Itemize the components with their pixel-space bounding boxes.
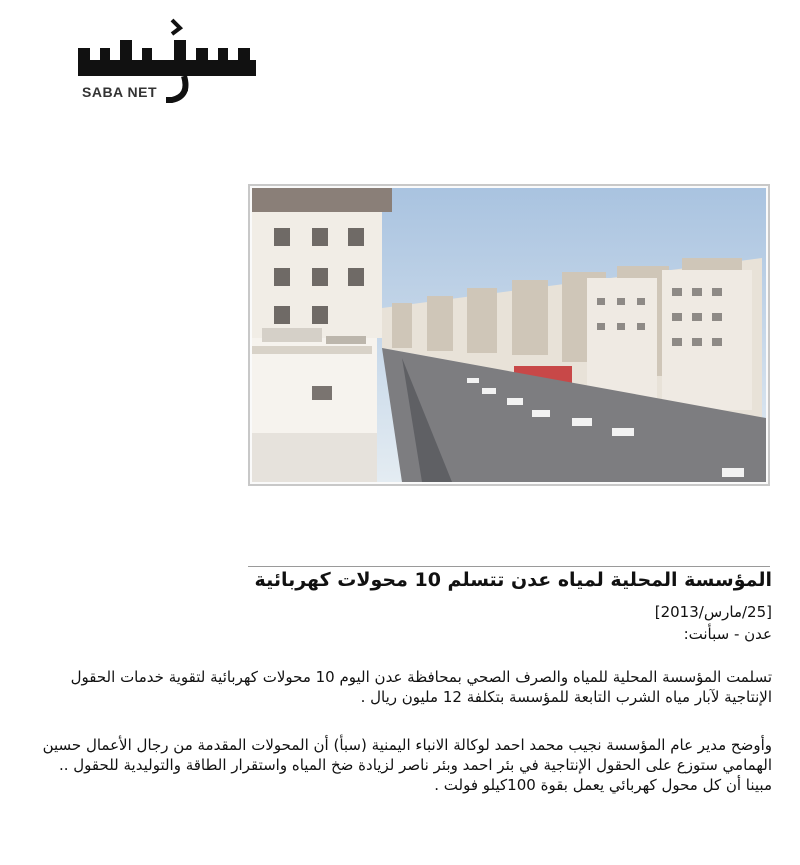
article-paragraph-2: وأوضح مدير عام المؤسسة نجيب محمد احمد لوكالة الانباء اليمنية (سبأ) أن المحولات المقدمة من رجال الأعمال حسين الهمامي ستوزع على الحقول الإنتاجية في بئر احمد وبئر ناصر لزيادة ضخ المياه واستقرار الطاقة والتوليدية للحقول .. مبينا أن كل محول كهربائي يعمل بقوة 100كيلو فولت . (42, 736, 772, 794)
article-headline: المؤسسة المحلية لمياه عدن تتسلم 10 محولات كهربائية (254, 569, 772, 591)
article-date: [25/مارس/2013] (654, 603, 772, 621)
article-paragraph-1: تسلمت المؤسسة المحلية للمياه والصرف الصحي بمحافظة عدن اليوم 10 محولات كهربائية لتقوية خدمات الحقول الإنتاجية لآبار مياه الشرب التابعة للمؤسسة بتكلفة 12 مليون ريال . (70, 668, 772, 706)
city-street-photo-icon (252, 188, 766, 482)
logo-latin-text: SABA NET (82, 84, 158, 100)
article-photo (248, 184, 770, 486)
sabanet-logo[interactable] (76, 18, 266, 108)
article-dateline: عدن - سبأنت: (683, 625, 772, 643)
